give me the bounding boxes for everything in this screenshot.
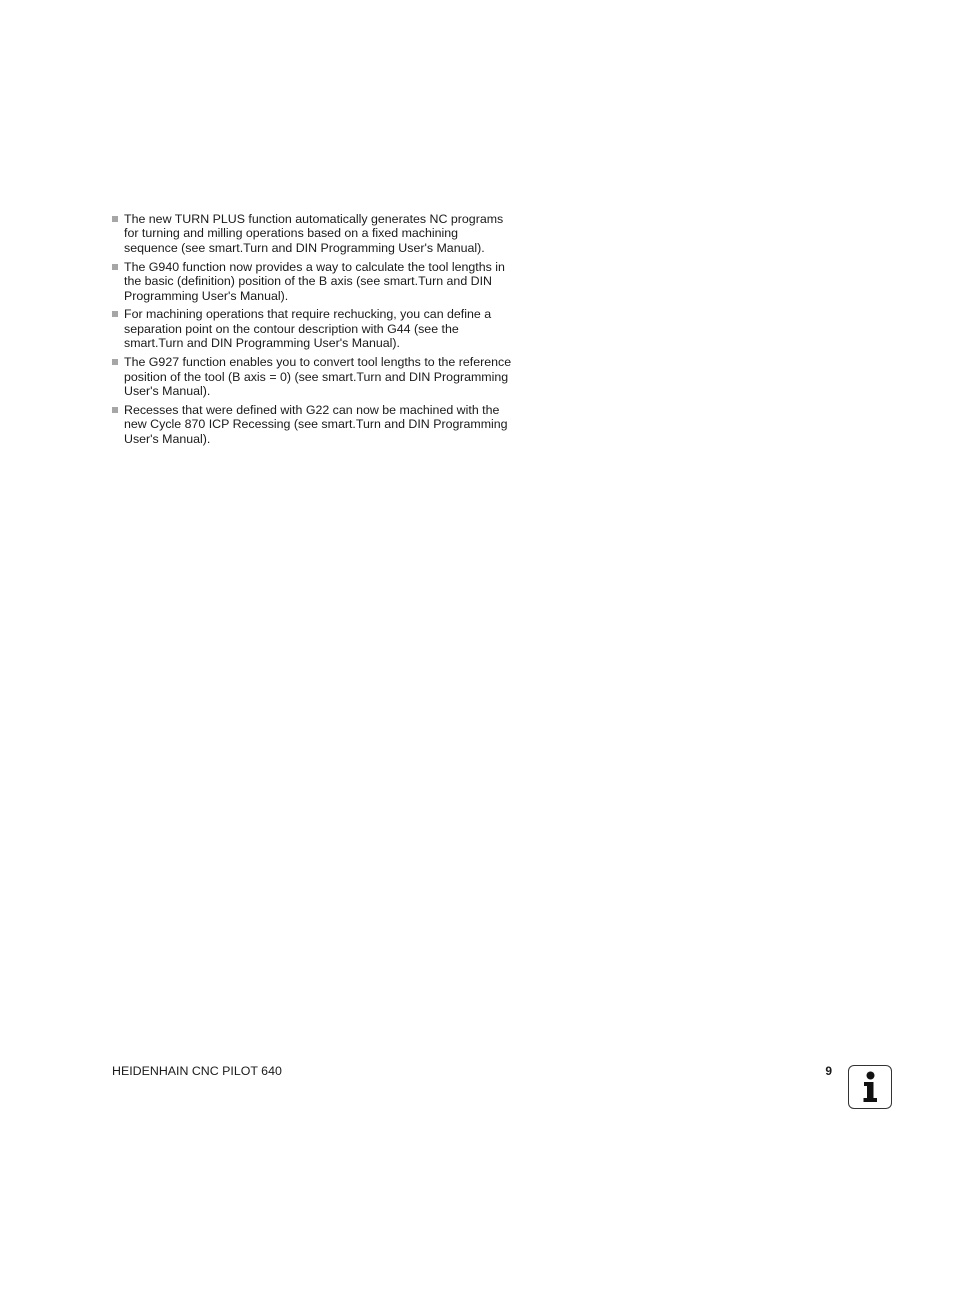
info-icon [848, 1065, 892, 1109]
square-bullet-icon [112, 311, 118, 317]
list-item-text: For machining operations that require rechucking, you can define a separation point on the contour description with G44 (see the smart.Turn and DIN Programming User's Manual). [124, 307, 492, 351]
square-bullet-icon [112, 407, 118, 413]
feature-list [112, 212, 512, 451]
list-item-text: Recesses that were defined with G22 can now be machined with the new Cycle 870 ICP Recessing (see smart.Turn and DIN Programming User's Manual). [124, 402, 508, 446]
footer-title: HEIDENHAIN CNC PILOT 640 [112, 1064, 282, 1078]
page-number: 9 [825, 1064, 832, 1078]
list-item [112, 307, 512, 350]
list-item [112, 355, 512, 398]
list-item [112, 260, 512, 303]
list-item-text: The G927 function enables you to convert tool lengths to the reference position of the tool (B axis = 0) (see smart.Turn and DIN Programming User's Manual). [124, 355, 512, 398]
list-item-text: The new TURN PLUS function automatically generates NC programs for turning and milling operations based on a fixed machining sequence (see smart.Turn and DIN Programming User's Manual). [124, 212, 504, 255]
square-bullet-icon [112, 359, 118, 365]
list-item [112, 212, 512, 255]
list-item [112, 403, 512, 446]
list-item-text: The G940 function now provides a way to calculate the tool lengths in the basic (definition) position of the B axis (see smart.Turn and DIN Programming User's Manual). [124, 259, 505, 303]
square-bullet-icon [112, 264, 118, 270]
square-bullet-icon [112, 216, 118, 222]
